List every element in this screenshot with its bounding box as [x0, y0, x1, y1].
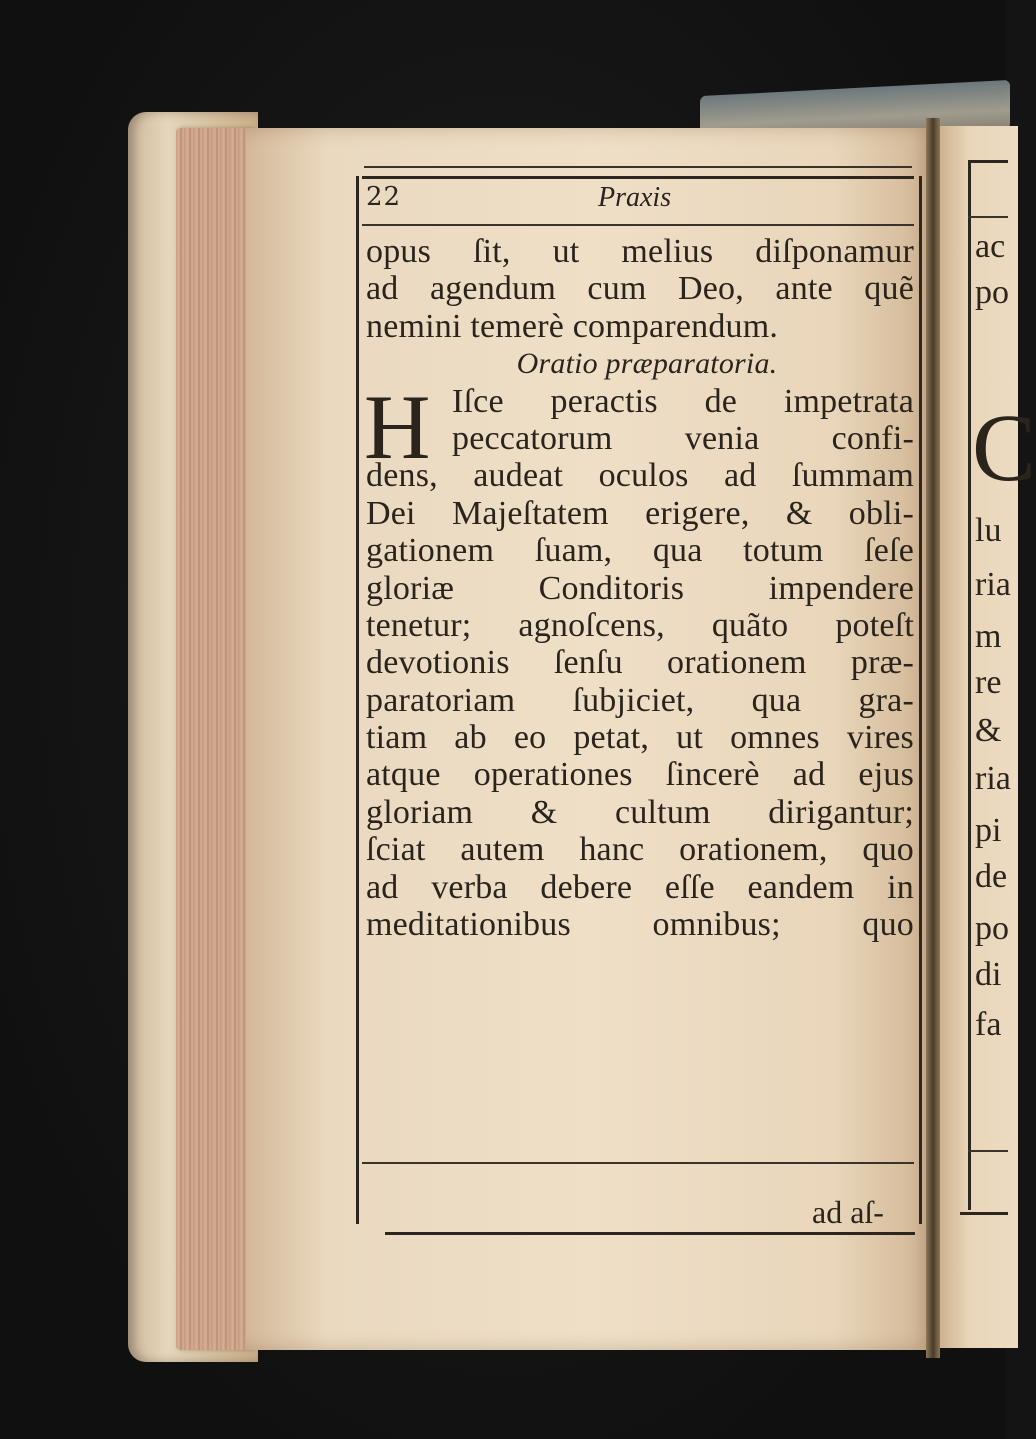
right-text-fragment: po: [975, 910, 1009, 947]
page-number: 22: [366, 182, 402, 212]
text-line: opus ſit, ut melius diſponamur: [366, 233, 914, 270]
catchword: ad aſ-: [812, 1194, 884, 1230]
header-rule: [362, 224, 914, 226]
right-text-fragment: ria: [975, 566, 1011, 603]
right-text-fragment: po: [975, 274, 1009, 311]
book-gutter: [926, 118, 940, 1358]
text-line: gloriam & cultum dirigantur;: [366, 793, 914, 831]
text-line: gloriæ Conditoris impendere: [366, 569, 914, 607]
text-line: meditationibus omnibus; quo: [366, 906, 914, 944]
text-line: ad agendum cum Deo, ante quẽ: [366, 270, 914, 308]
right-header-rule: [968, 216, 1008, 218]
text-line: dens, audeat oculos ad ſummam: [366, 457, 914, 495]
right-text-fragment: &: [975, 712, 1002, 749]
page-stack-edges: [176, 128, 254, 1350]
footer-rule: [362, 1162, 914, 1164]
right-footer-rule: [968, 1150, 1008, 1152]
right-text-fragment: di: [975, 956, 1002, 993]
text-line: tiam ab eo petat, ut omnes vires: [366, 719, 914, 757]
right-bottom-rule: [960, 1212, 1008, 1215]
right-drop-cap-fragment: C: [972, 394, 1036, 501]
drop-cap-letter: H: [364, 375, 431, 478]
text-line: peccatorum venia confi-: [452, 419, 914, 457]
running-head: Praxis: [598, 182, 672, 213]
right-text-fragment: ria: [975, 760, 1011, 797]
top-thin-rule: [364, 166, 912, 168]
text-line: nemini temerè comparendum.: [366, 307, 779, 345]
right-text-fragment: fa: [975, 1006, 1002, 1043]
text-line: tenetur; agnoſcens, quãto poteſt: [366, 606, 914, 644]
section-heading: Oratio præparatoria.: [516, 347, 778, 381]
text-line: paratoriam ſubjiciet, qua gra-: [366, 681, 914, 719]
body-text: [366, 233, 914, 943]
bottom-frame-rule: [385, 1232, 915, 1235]
text-line: gationem ſuam, qua totum ſeſe: [366, 532, 914, 570]
text-line: ad verba debere eſſe eandem in: [366, 868, 914, 906]
right-text-fragment: m: [975, 618, 1002, 655]
right-text-fragment: ac: [975, 228, 1006, 265]
text-line: Dei Majeſtatem erigere, & obli-: [366, 494, 914, 532]
text-line: Iſce peractis de impetrata: [452, 382, 914, 420]
right-text-fragment: re: [975, 664, 1002, 701]
right-text-fragment: lu: [975, 512, 1002, 549]
text-line: atque operationes ſincerè ad ejus: [366, 756, 914, 794]
right-text-fragment: de: [975, 858, 1008, 895]
text-line: devotionis ſenſu orationem præ-: [366, 644, 914, 682]
right-text-fragment: pi: [975, 812, 1002, 849]
text-line: ſciat autem hanc orationem, quo: [366, 831, 914, 869]
